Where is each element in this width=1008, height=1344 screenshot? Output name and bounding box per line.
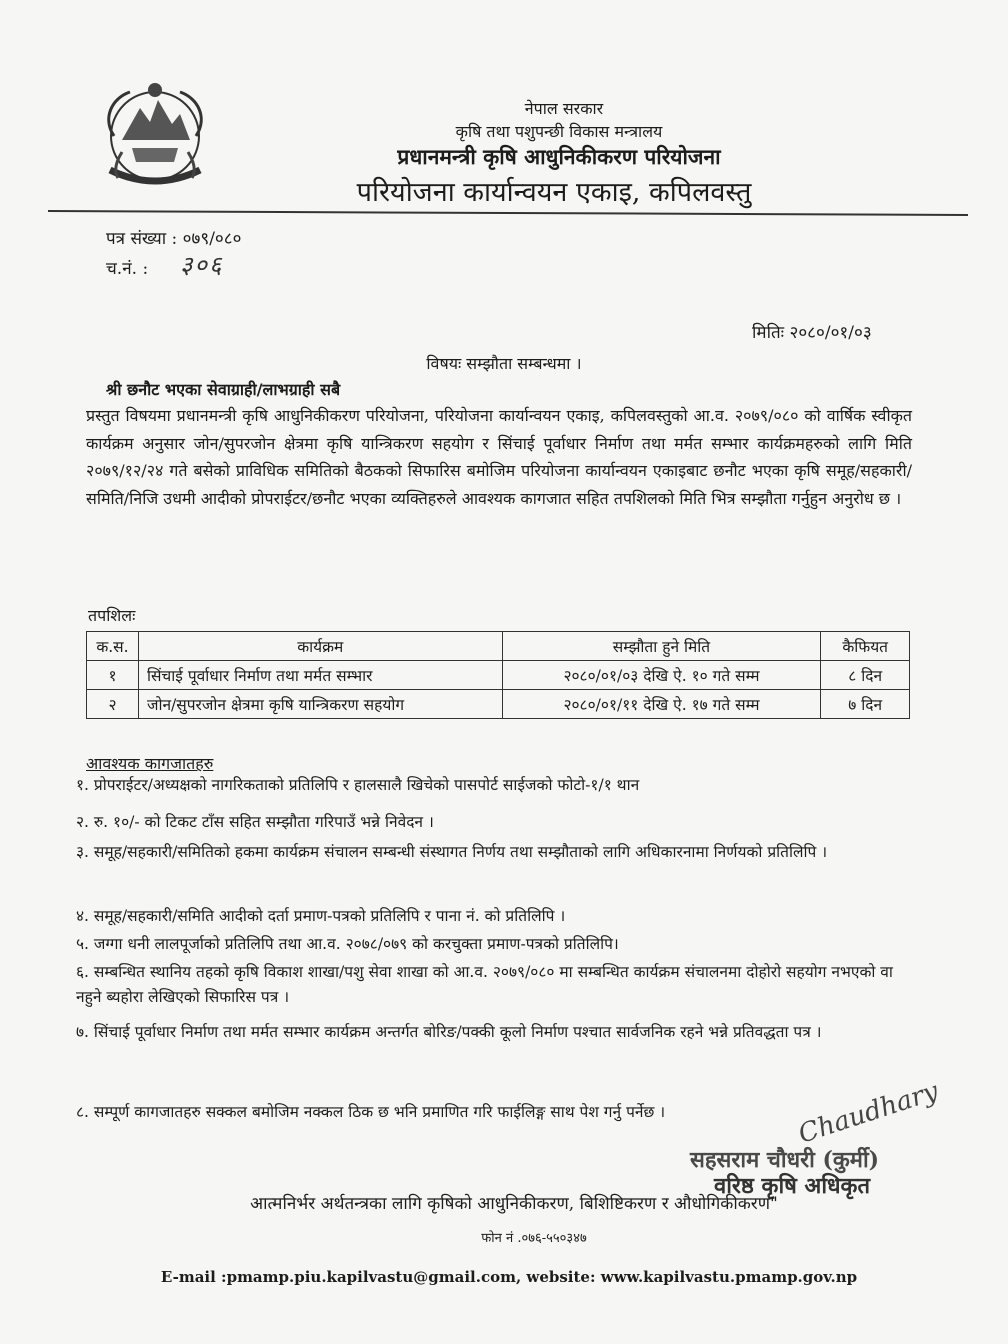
cell-remarks: ८ दिन — [821, 661, 910, 690]
schedule-table — [86, 631, 910, 719]
cell-remarks: ७ दिन — [821, 690, 910, 719]
letter-date: मितिः २०८०/०१/०३ — [752, 323, 872, 343]
col-header-remarks: कैफियत — [821, 632, 910, 661]
document-item: ७. सिंचाई पूर्वाधार निर्माण तथा मर्मत सम्भार कार्यक्रम अन्तर्गत बोरिङ/पक्की कूलो निर्माण पश्चात सार्वजनिक रहने भन्ने प्रतिवद्धता पत्र । — [76, 1023, 822, 1041]
letter-addressee: श्री छनौट भएका सेवाग्राही/लाभग्राही सबै — [106, 380, 341, 399]
table-row — [87, 690, 910, 719]
document-item: २. रु. १०/- को टिकट टाँस सहित सम्झौता गरिपाउँ भन्ने निवेदन । — [76, 813, 434, 831]
header-project: प्रधानमन्त्री कृषि आधुनिकीकरण परियोजना — [397, 144, 721, 169]
col-header-agreement-date: सम्झौता हुने मिति — [502, 632, 821, 661]
header-ministry: कृषि तथा पशुपन्छी विकास मन्त्रालय — [455, 122, 663, 141]
cell-date: २०८०/०१/०३ देखि ऐ. १० गते सम्म — [502, 661, 821, 690]
document-item: ५. जग्गा धनी लालपूर्जाको प्रतिलिपि तथा आ.व. २०७८/०७९ को करचुक्ता प्रमाण-पत्रको प्रतिलिपि। — [76, 935, 619, 953]
document-item: ६. सम्बन्धित स्थानिय तहको कृषि विकाश शाखा/पशु सेवा शाखा को आ.व. २०७९/०८० मा सम्बन्धित कार्यक्रम संचालनमा दोहोरो सहयोग नभएको वा नहुने ब्यहोरा लेखिएको सिफारिस पत्र । — [76, 963, 893, 1006]
dispatch-number: ३०६ — [180, 251, 224, 279]
schedule-label: तपशिलः — [88, 606, 136, 625]
table-header-row — [87, 632, 910, 661]
letter-subject: विषयः सम्झौता सम्बन्धमा । — [426, 354, 582, 373]
signatory-title: वरिष्ठ कृषि अधिकृत — [714, 1173, 870, 1199]
header-government: नेपाल सरकार — [524, 99, 604, 118]
handwritten-signature: Chaudhary — [794, 1076, 942, 1150]
header-office: परियोजना कार्यान्वयन एकाइ, कपिलवस्तु — [356, 177, 752, 208]
signatory-name: सहसराम चौधरी (कुर्मी) — [690, 1147, 880, 1173]
footer-contact: E-mail :pmamp.piu.kapilvastu@gmail.com, website: www.kapilvastu.pmamp.gov.np — [160, 1268, 858, 1286]
col-header-serial: क.स. — [87, 632, 139, 661]
document-item: १. प्रोपराईटर/अध्यक्षको नागरिकताको प्रतिलिपि र हालसालै खिचेको पासपोर्ट साईजको फोटो-१/१ थान — [76, 776, 640, 794]
cell-program: जोन/सुपरजोन क्षेत्रमा कृषि यान्त्रिकरण सहयोग — [138, 690, 502, 719]
cell-date: २०८०/०१/११ देखि ऐ. १७ गते सम्म — [502, 690, 821, 719]
document-item: ८. सम्पूर्ण कागजातहरु सक्कल बमोजिम नक्कल ठिक छ भनि प्रमाणित गरि फाईलिङ्ग साथ पेश गर्नु पर्नेछ । — [76, 1103, 666, 1121]
header-divider — [48, 210, 968, 216]
cell-program: सिंचाई पूर्वाधार निर्माण तथा मर्मत सम्भार — [138, 661, 502, 690]
letter-body: प्रस्तुत विषयमा प्रधानमन्त्री कृषि आधुनिकीकरण परियोजना, परियोजना कार्यान्वयन एकाइ, कपिलवस्तुको आ.व. २०७९/०८० को वार्षिक स्वीकृत कार्यक्रम अनुसार जोन/सुपरजोन क्षेत्रमा कृषि यान्त्रिकरण सहयोग र सिंचाई पूर्वाधार निर्माण तथा मर्मत सम्भार कार्यक्रमहरुको लागि मिति २०७९/१२/२४ गते बसेको प्राविधिक समितिको बैठकको सिफारिस बमोजिम परियोजना कार्यान्वयन एकाइबाट छनौट भएका कृषि समूह/सहकारी/समिति/निजि उधमी आदीको प्रोपराईटर/छनौट भएका व्यक्तिहरुले आवश्यक कागजात सहित तपशिलको मिति भित्र सम्झौता गर्नुहुन अनुरोध छ । — [86, 406, 912, 508]
footer-phone: फोन नं .०७६-५५०३४७ — [481, 1231, 587, 1246]
document-item: ४. समूह/सहकारी/समिति आदीको दर्ता प्रमाण-पत्रको प्रतिलिपि र पाना नं. को प्रतिलिपि । — [76, 907, 566, 925]
documents-heading: आवश्यक कागजातहरु — [86, 754, 214, 773]
col-header-program: कार्यक्रम — [138, 632, 502, 661]
table-row — [87, 661, 910, 690]
cell-serial: १ — [87, 661, 139, 690]
footer-slogan: आत्मनिर्भर अर्थतन्त्रका लागि कृषिको आधुनिकीकरण, बिशिष्टिकरण र औधोगिकीकरण" — [250, 1194, 778, 1214]
letter-number: पत्र संख्या : ०७९/०८० — [106, 229, 242, 249]
dispatch-label: च.नं. : — [106, 259, 149, 279]
cell-serial: २ — [87, 690, 139, 719]
document-item: ३. समूह/सहकारी/समितिको हकमा कार्यक्रम संचालन सम्बन्धी संस्थागत निर्णय तथा सम्झौताको लागि अधिकारनामा निर्णयको प्रतिलिपि । — [76, 843, 828, 861]
